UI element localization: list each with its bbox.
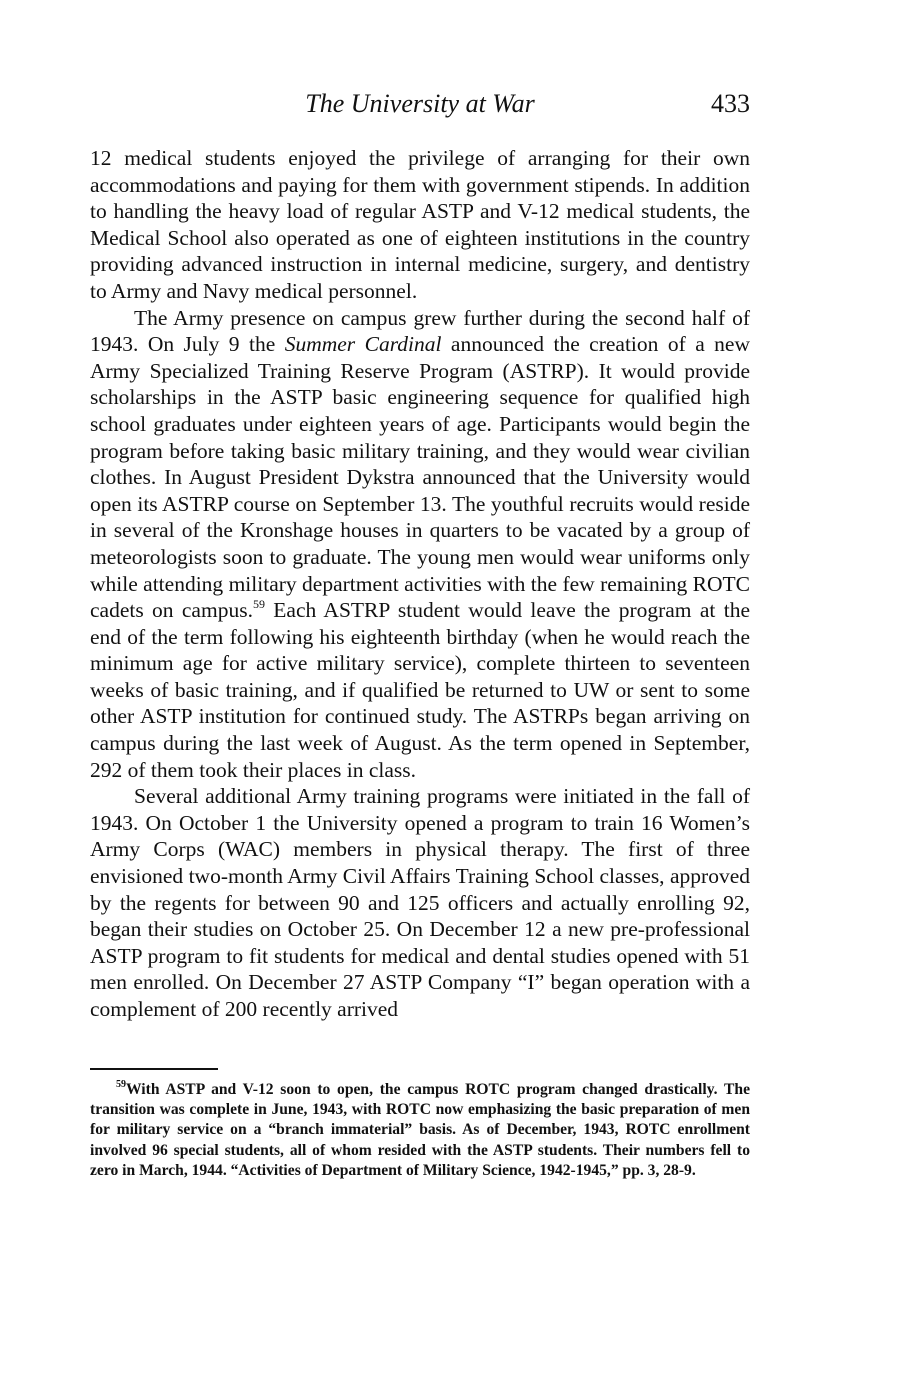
body-text (90, 145, 750, 1023)
paragraph-2-part-a: The Army presence on campus grew further during the second half of 1943. On July 9 the (90, 305, 750, 357)
footnote-number: 59 (116, 1079, 126, 1090)
paragraph-1: 12 medical students enjoyed the privilege of arranging for their own accommodations and paying for them with government stipends. In addition to handling the heavy load of regular ASTP and V-12 medical students, the Medical School also operated as one of eighteen institutions in the country providing advanced instruction in internal medicine, surgery, and dentistry to Army and Navy medical personnel. (90, 146, 750, 303)
running-title: The University at War (305, 89, 535, 118)
newspaper-title: Summer Cardinal (284, 332, 442, 357)
footnote-reference: 59 (252, 597, 265, 612)
page-number: 433 (711, 89, 750, 118)
footnote-text: With ASTP and V-12 soon to open, the campus ROTC program changed drastically. The transition was complete in June, 1943, with ROTC now emphasizing the basic preparation of men for military service on a “branch immaterial” basis. As of December, 1943, ROTC enrollment involved 96 special students, all of whom resided with the ASTP students. Their numbers fell to zero in March, 1944. “Activities of Department of Military Science, 1942-1945,” pp. 3, 28-9. (90, 1081, 750, 1179)
footnote-divider (90, 1068, 218, 1070)
running-header (90, 86, 750, 122)
paragraph-2-part-c: Each ASTRP student would leave the program at the end of the term following his eighteenth birthday (when he would reach the minimum age for active military service), complete thirteen to seventeen weeks of basic training, and if qualified be returned to UW or sent to some other ASTP institution for continued study. The ASTRPs began arriving on campus during the last week of August. As the term opened in September, 292 of them took their places in class. (90, 598, 750, 782)
paragraph-2-part-b: announced the creation of a new Army Specialized Training Reserve Program (ASTRP). It would provide scholarships in the ASTP basic engineering sequence for qualified high school graduates under eighteen years of age. Participants would begin the program before taking basic military training, and they would wear civilian clothes. In August President Dykstra announced that the University would open its ASTRP course on September 13. The youthful recruits would reside in several of the Kronshage houses in quarters to be vacated by a group of meteorologists soon to graduate. The young men would wear uniforms only while attending military department activities with the few remaining ROTC cadets on campus. (90, 332, 750, 623)
footnote (90, 1080, 750, 1181)
paragraph-3: Several additional Army training programs were initiated in the fall of 1943. On October 1 the University opened a program to train 16 Women’s Army Corps (WAC) members in physical therapy. The first of three envisioned two-month Army Civil Affairs Training School classes, approved by the regents for between 90 and 125 officers and actually enrolling 92, began their studies on October 25. On December 12 a new pre-professional ASTP program to fit students for medical and dental studies opened with 51 men enrolled. On December 27 ASTP Company “I” began operation with a complement of 200 recently arrived (90, 784, 750, 1021)
paragraph-2 (90, 305, 750, 784)
